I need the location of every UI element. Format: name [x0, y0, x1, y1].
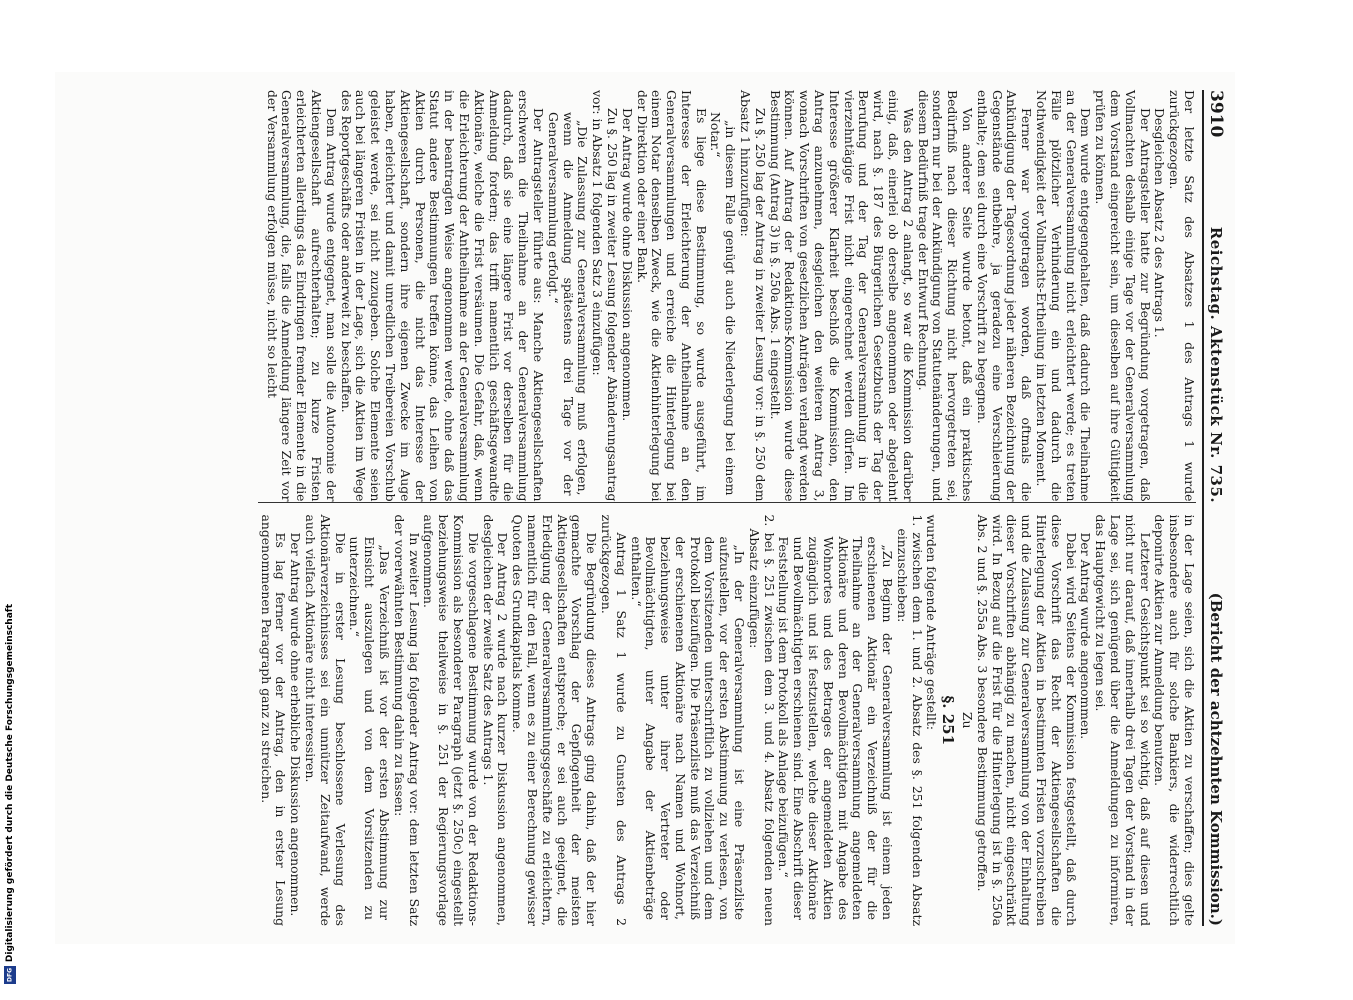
list-item: 1. zwischen dem 1. und 2. Absatz des §. 251 folgenden Absatz einzuschieben: [894, 514, 925, 926]
page-number: 3910 [1206, 90, 1226, 138]
paragraph: Antrag 1 Satz 1 wurde zu Gunsten des Antrags 2 zurückgezogen. [598, 514, 629, 926]
paragraph: Dem wurde entgegengehalten, daß dadurch die Theilnahme an der Generalversammlung nicht erleichtert werde; es treten Fälle plötzlicher Verhinderung ein und dadurch die Nothwendigkeit der Vollmachts-Ertheilung im letzten Moment. [1034, 90, 1094, 502]
paragraph: Dem Antrag wurde entgegnet, man solle die Autonomie der Aktiengesellschaft aufrechterhalten; zu kurze Fristen erleichterten allerdings das Eindringen fremder Elemente in die Generalversammlung, die, falls die Anmeldung längere Zeit vor der Versammlung erfolgen müsse, nicht so leicht [264, 90, 339, 502]
paragraph: Ferner war vorgetragen worden, daß oftmals die Ankündigung der Tagesordnung jeder näheren Bezeichnung der Gegenstände entbehre, ja geradezu eine Verschleierung enthalte; dem sei durch eine Vorschrift zu begegnen. [974, 90, 1035, 502]
page-title: Reichstag. Aktenstück Nr. 735. [1207, 226, 1225, 504]
paragraph: Der Antrag wurde ohne erhebliche Diskussion angenommen. [288, 532, 304, 917]
paragraph: Die vorgeschlagene Bestimmung wurde von der Redaktions-Kommission als besonderer Paragraph (jetzt §. 250c) eingestellt beziehungsweise theilweise in §. 251 der Regierungsvorlage aufgenommen. [421, 514, 481, 926]
paragraph: Die Begründung dieses Antrags ging dahin, daß der hier gemachte Vorschlag der Gepflogenheit der meisten Aktiengesellschaften entspreche; er sei auch geeignet, die Erledigung der Generalversammlungsgeschäfte zu erleichtern, namentlich für den Fall, wenn es zu einer Berechnung gewisser Quoten des Grundkapitals komme. [510, 514, 600, 926]
paragraph: Der Antrag wurde ohne Diskussion angenommen. [619, 108, 635, 422]
paragraph: wurden folgende Anträge gestellt: [924, 514, 940, 731]
page-subtitle: (Bericht der achtzehnten Kommission.) [1207, 592, 1225, 926]
dfg-logo-icon: DFG [4, 966, 16, 984]
quote: „Zu Beginn der Generalversammlung ist einem jeden erschienenen Aktionär ein Verzeichniß der für die Theilnahme an der Generalversammlung angemeldeten Aktionäre und deren Bevollmächtigten mit Angabe des Wohnortes und des Betrages der angemeldeten Aktien zugänglich und ist festzustellen, welche dieser Aktionäre und Bevollmächtigten erschienen sind. Eine Abschrift dieser Feststellung ist dem Protokoll als Anlage beizufügen.“ [776, 536, 896, 920]
paragraph: Der letzte Satz des Absatzes 1 des Antrags 1 wurde zurückgezogen. [1167, 90, 1197, 502]
paragraph: Dabei wird Seitens der Kommission festgestellt, daß durch diese Vorschrift das Recht der Aktiengesellschaften die Hinterlegung der Aktien in bestimmten Fristen vorzuschreiben und die Zulassung zur Generalversammlung von der Einhaltung dieser Vorschriften abhängig zu machen, nicht eingeschränkt wird. In Bezug auf die Frist für die Hinterlegung ist in §. 250a Abs. 2 und §. 255a Abs. 3 besondere Bestimmung getroffen. [974, 514, 1079, 926]
paragraph: in der Lage seien, sich die Aktien zu verschaffen; dies gelte insbesondere auch für solche Bankiers, die widerrechtlich deponirte Aktien zur Anmeldung benutzen. [1152, 514, 1197, 926]
paragraph: Es lag ferner vor der Antrag, den in erster Lesung angenommenen Paragraph ganz zu streichen. [258, 514, 289, 926]
paragraph: Der Antrag 2 wurde nach kurzer Diskussion angenommen, desgleichen der zweite Satz des Antrags 1. [480, 514, 511, 926]
page-header [1202, 90, 1225, 926]
paragraph: In zweiter Lesung lag folgender Antrag vor: dem letzten Satz der vorerwähnten Bestimmung dahin zu fassen: [391, 514, 422, 926]
section-zu: Zu [960, 711, 976, 729]
digitization-credit [3, 604, 17, 994]
right-column [258, 502, 1196, 927]
columns [258, 90, 1196, 926]
paragraph: Desgleichen Absatz 2 des Antrags 1. [1152, 108, 1168, 338]
paragraph: Was den Antrag 2 anlangt, so war die Kommission darüber einig, daß, einerlei ob derselbe angenommen oder abgelehnt wird, nach §. 187 des Bürgerlichen Gesetzbuchs der Tag der Berufung und der Tag der Generalversammlung in die vierzehntägige Frist nicht eingerechnet werden dürfen. Im Interesse größerer Klarheit beschloß die Kommission, den Antrag anzunehmen, desgleichen den weiteren Antrag 3, wonach Vorschriften von gesetzlichen Anträgen verlangt werden können. Auf Antrag der Redaktions-Kommission wurde diese Bestimmung (Antrag 3) in §. 250a Abs. 1 eingestellt. [767, 90, 916, 502]
quote: „Das Verzeichniß ist vor der ersten Abstimmung zur Einsicht auszulegen und von dem Vorsitzenden zu unterzeichnen.“ [347, 536, 392, 920]
paragraph: Zu §. 250 lag der Antrag in zweiter Lesung vor: in §. 250 dem Absatz 1 hinzuzufügen: [738, 90, 768, 502]
paragraph: Der Antragsteller führte aus: Manche Aktiengesellschaften erschweren die Theilnahme an der Generalversammlung dadurch, daß sie eine längere Frist vor derselben für die Anmeldung fordern; das trifft namentlich geschäftsgewandte Aktionäre, welche die Frist versäumen. Die Gefahr, daß, wenn die Erleichterung der Antheilnahme an der Generalversammlung in der beantragten Weise angenommen werde, ohne daß das Statut andere Bestimmungen treffen könne, das Leihen von Aktien durch Personen, die nicht das Interesse der Aktiengesellschaft, sondern ihre eigenen Zwecke im Auge haben, erleichtert und damit unredlichen Treibereien Vorschub geleistet werde, sei nicht zuzugeben. Solche Elemente seien auch bei längeren Fristen in der Lage, sich die Aktien im Wege des Reportgeschäfts oder anderweit zu beschaffen. [338, 90, 546, 502]
paragraph: Zu §. 250 lag in zweiter Lesung folgender Abänderungsantrag vor: in Absatz 1 folgenden Satz 3 einzufügen: [590, 90, 620, 502]
paragraph: Die in erster Lesung beschlossene Verlesung des Aktionärverzeichnisses sei ein unnützer Zeitaufwand, werde auch vielfach Aktionäre nicht interessiren. [302, 514, 348, 926]
list-item: 2. bei §. 251 zwischen dem 3. und 4. Absatz folgenden neuen Absatz einzufügen: [746, 514, 777, 926]
page-sheet [55, 72, 1235, 944]
scanned-page [55, 72, 1235, 944]
left-column [258, 90, 1196, 502]
paragraph: Von anderer Seite wurde betont, daß ein praktisches Bedürfniß nach dieser Richtung nicht hervorgetreten sei, sondern nur bei der Ankündigung von Statutenänderungen, und diesem Bedürfniß trage der Entwurf Rechnung. [915, 90, 976, 502]
paragraph: Der Antragsteller hatte zur Begründung vorgetragen, daß Vollmachten deshalb einige Tage vor der Generalversammlung dem Vorstand eingereicht sein, um dieselben auf ihre Gültigkeit prüfen zu können. [1093, 90, 1153, 502]
paragraph: Es liege diese Bestimmung, so wurde ausgeführt, im Interesse der Erleichterung der Antheilnahme an den Generalversammlungen und erreiche die Hinterlegung bei einem Notar denselben Zweck, wie die Aktienhinterlegung bei der Direktion oder einer Bank. [634, 90, 709, 502]
section-heading: §. 251 [939, 695, 958, 746]
paragraph: Letzterer Gesichtspunkt sei so wichtig, daß auf diesen und nicht nur darauf, daß innerhalb drei Tagen der Vorstand in der Lage sei, sich genügend über die Anmeldungen zu informiren, das Hauptgewicht zu legen sei. [1093, 514, 1153, 926]
quote: „in diesem Falle genügt auch die Niederlegung bei einem Notar.“ [708, 112, 739, 496]
paragraph: Der Antrag wurde angenommen. [1078, 532, 1094, 740]
quote: „In der Generalversammlung ist eine Präsenzliste aufzustellen, vor der ersten Abstimmung zu verlesen, von dem Vorsitzenden unterschriftlich zu vollziehen und dem Protokoll beizufügen. Die Präsenzliste muß das Verzeichniß der erschienenen Aktionäre nach Namen und Wohnort, beziehungsweise unter ihrer Vertreter oder Bevollmächtigten, unter Angabe der Aktienbeträge enthalten.“ [628, 536, 748, 920]
credit-text: Digitalisierung gefördert durch die Deutsche Forschungsgemeinschaft [5, 604, 15, 963]
quote: „Die Zulassung zur Generalversammlung muß erfolgen, wenn die Anmeldung spätestens drei Tage vor der Generalversammlung erfolgt.“ [545, 112, 591, 496]
